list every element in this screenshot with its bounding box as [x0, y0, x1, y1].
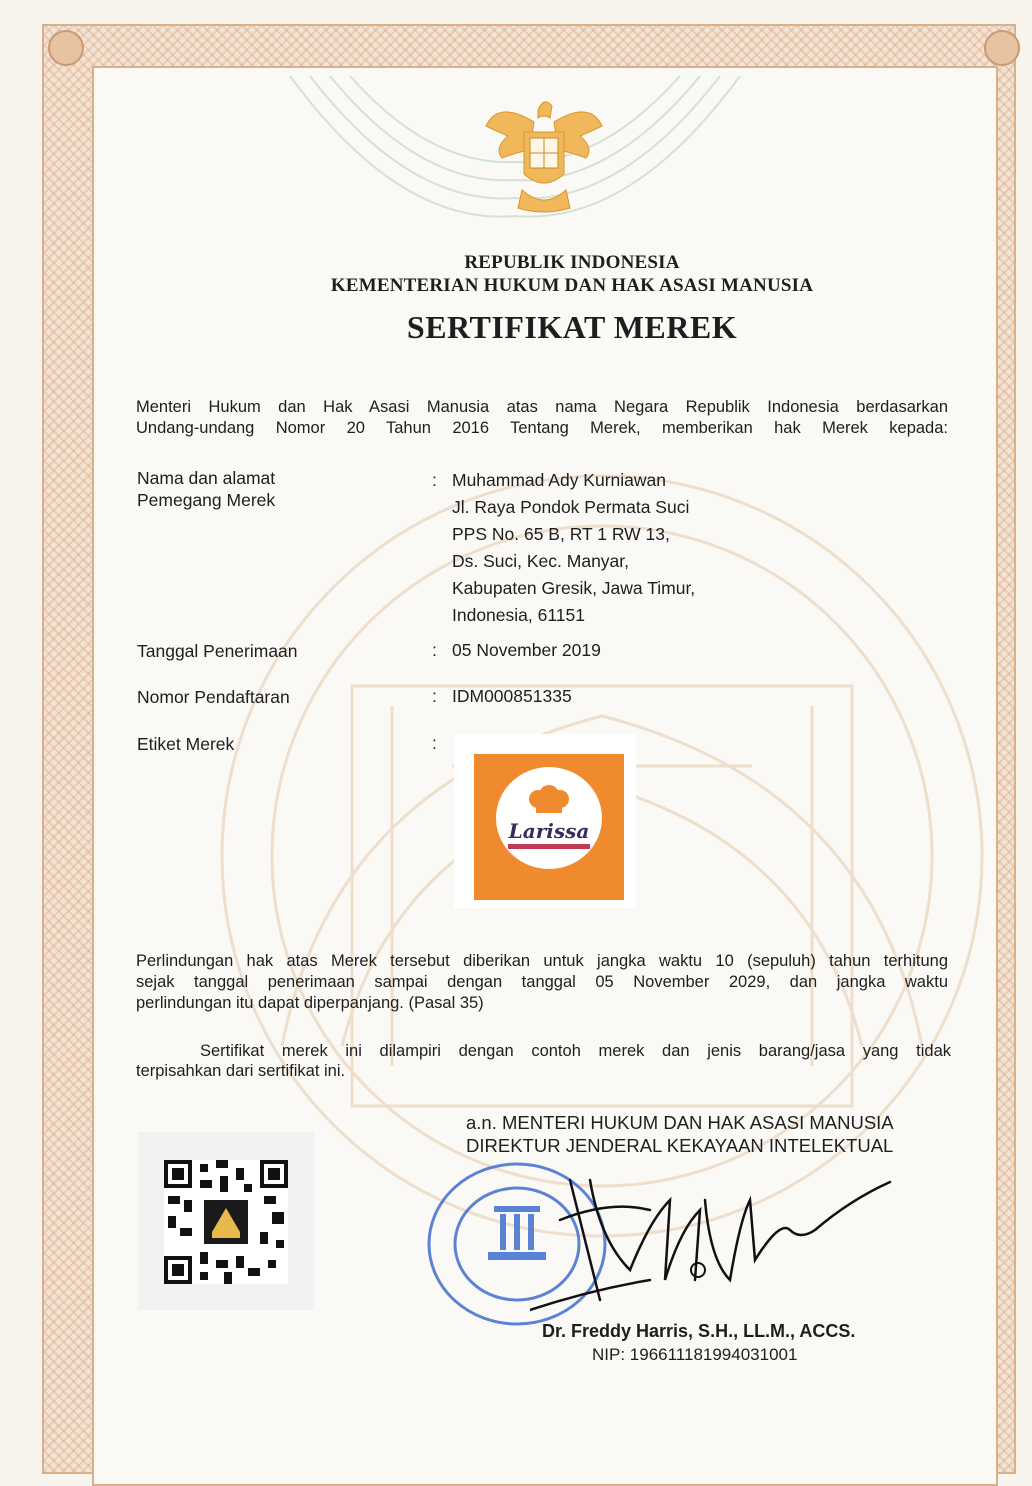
registration-value: IDM000851335: [452, 686, 572, 706]
qr-code-icon: [164, 1160, 288, 1284]
country-heading: REPUBLIK INDONESIA: [464, 252, 680, 273]
official-nip: NIP: 196611181994031001: [592, 1345, 798, 1364]
colon: :: [432, 733, 437, 753]
brand-background: [474, 754, 624, 900]
holder-label: Nama dan alamat: [137, 468, 276, 488]
signature-icon: [530, 1160, 910, 1330]
colon: :: [432, 640, 437, 660]
protection-line: Perlindungan hak atas Merek tersebut diberikan untuk jangka waktu 10 (sepuluh) tahun terhitung: [136, 952, 948, 970]
brand-name: Larissa: [508, 819, 590, 843]
ministry-heading: KEMENTERIAN HUKUM DAN HAK ASASI MANUSIA: [330, 275, 814, 296]
holder-label: Pemegang Merek: [137, 490, 276, 510]
brand-label-image: [454, 734, 636, 908]
official-name: Dr. Freddy Harris, S.H., LL.M., ACCS.: [542, 1321, 856, 1341]
registration-label: Nomor Pendaftaran: [137, 687, 290, 707]
corner-ornament-icon: [984, 30, 1020, 66]
signatory-title: DIREKTUR JENDERAL KEKAYAAN INTELEKTUAL: [466, 1135, 894, 1156]
chef-hat-icon: [527, 785, 571, 819]
protection-line: sejak tanggal penerimaan sampai dengan tanggal 05 November 2029, dan jangka waktu: [136, 973, 948, 991]
holder-line: Jl. Raya Pondok Permata Suci: [452, 497, 690, 517]
date-value: 05 November 2019: [452, 640, 601, 660]
protection-line: perlindungan itu dapat diperpanjang. (Pasal 35): [136, 994, 484, 1012]
etiket-label: Etiket Merek: [137, 734, 235, 754]
intro-line: Undang-undang Nomor 20 Tahun 2016 Tentang Merek, memberikan hak Merek kepada:: [136, 419, 948, 437]
holder-value: [452, 467, 695, 629]
colon: :: [432, 470, 437, 490]
attachment-line: terpisahkan dari sertifikat ini.: [136, 1062, 346, 1080]
colon: :: [432, 686, 437, 706]
holder-line: Kabupaten Gresik, Jawa Timur,: [452, 578, 696, 598]
holder-line: Ds. Suci, Kec. Manyar,: [452, 551, 630, 571]
brand-circle: [496, 767, 602, 869]
holder-line: Muhammad Ady Kurniawan: [452, 470, 666, 490]
certificate-title: SERTIFIKAT MEREK: [406, 309, 738, 345]
brand-underline: [508, 844, 590, 849]
signatory-title: a.n. MENTERI HUKUM DAN HAK ASASI MANUSIA: [466, 1112, 894, 1133]
garuda-emblem-icon: [478, 92, 610, 224]
holder-line: Indonesia, 61151: [452, 605, 585, 625]
date-label: Tanggal Penerimaan: [137, 641, 298, 661]
holder-line: PPS No. 65 B, RT 1 RW 13,: [452, 524, 670, 544]
corner-ornament-icon: [48, 30, 84, 66]
intro-line: Menteri Hukum dan Hak Asasi Manusia atas nama Negara Republik Indonesia berdasarkan: [136, 398, 948, 416]
attachment-line: Sertifikat merek ini dilampiri dengan contoh merek dan jenis barang/jasa yang tidak: [200, 1042, 951, 1060]
